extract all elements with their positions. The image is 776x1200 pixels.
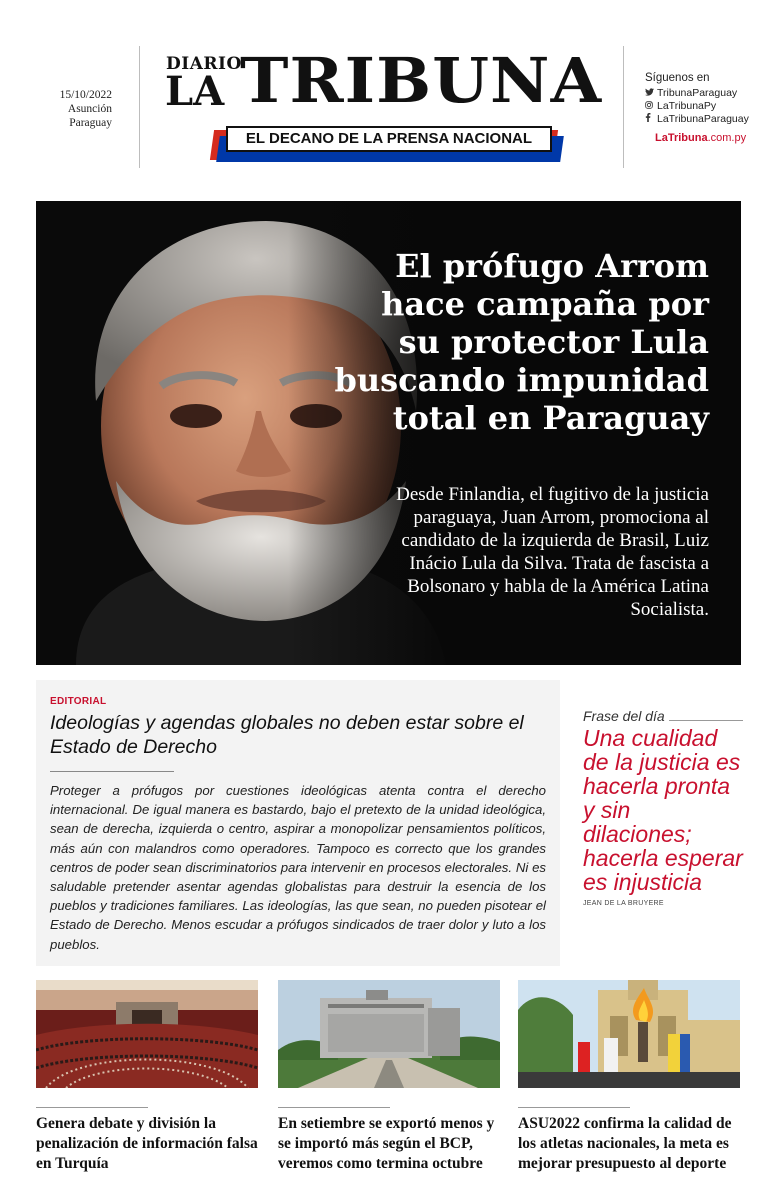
story-headline[interactable]: En setiembre se exportó menos y se importó más según el BCP, veremos como termina octubre — [278, 1115, 495, 1172]
website-brand: LaTribuna — [655, 132, 708, 144]
issue-date: 15/10/2022 — [59, 89, 112, 101]
editorial-label: EDITORIAL — [50, 696, 107, 707]
facebook-icon — [645, 113, 657, 126]
masthead-logo[interactable] — [165, 44, 606, 165]
story-card[interactable] — [518, 980, 740, 1174]
story-image-parliament — [36, 980, 258, 1088]
story-image-bcp-building — [278, 980, 500, 1088]
website-domain: .com.py — [707, 132, 747, 144]
social-twitter[interactable] — [645, 87, 773, 100]
quote-author: JEAN DE LA BRUYERE — [583, 900, 664, 907]
masthead-slogan: EL DECANO DE LA PRENSA NACIONAL — [226, 126, 552, 152]
story-headline[interactable]: Genera debate y división la penalización de información falsa en Turquía — [36, 1115, 258, 1172]
social-instagram[interactable] — [645, 100, 773, 113]
facebook-handle: LaTribunaParaguay — [657, 113, 749, 125]
hero-summary: Desde Finlandia, el fugitivo de la justicia paraguaya, Juan Arrom, promociona al candidato de la izquierda de Brasil, Luiz Inácio Lula da Silva. Trata de fascista a Bolsonaro y habla de la América Latina Socialista. — [396, 484, 709, 620]
twitter-icon — [645, 87, 657, 100]
issue-country: Paraguay — [69, 117, 112, 129]
quote-text: Una cualidad de la justicia es hacerla pronta y sin dilaciones; hacerla esperar es injusticia — [583, 725, 743, 895]
editorial-box[interactable] — [36, 680, 560, 966]
story-divider — [278, 1107, 390, 1108]
instagram-handle: LaTribunaPy — [657, 100, 717, 112]
hero-story[interactable] — [36, 201, 741, 665]
editorial-divider — [50, 771, 174, 772]
quote-label-line — [669, 720, 743, 721]
twitter-handle: TribunaParaguay — [657, 87, 738, 99]
story-card[interactable] — [278, 980, 500, 1174]
header-divider-left — [139, 46, 140, 168]
social-facebook[interactable] — [645, 113, 773, 126]
instagram-icon — [645, 100, 657, 113]
editorial-title[interactable]: Ideologías y agendas globales no deben estar sobre el Estado de Derecho — [50, 712, 524, 758]
issue-city: Asunción — [67, 103, 112, 115]
hero-headline[interactable]: El prófugo Arrom hace campaña por su protector Lula buscando impunidad total en Paraguay — [334, 247, 709, 437]
story-headline[interactable]: ASU2022 confirma la calidad de los atletas nacionales, la meta es mejorar presupuesto al deporte — [518, 1115, 732, 1172]
story-divider — [36, 1107, 148, 1108]
masthead-tribuna: TRIBUNA — [240, 44, 603, 117]
follow-label: Síguenos en — [645, 72, 710, 84]
masthead-la: LA — [165, 68, 225, 115]
story-card[interactable] — [36, 980, 258, 1174]
social-block — [645, 72, 773, 144]
quote-label: Frase del día — [583, 708, 665, 724]
website-link[interactable] — [655, 132, 773, 144]
masthead-diario: DIARIO — [166, 54, 242, 74]
story-image-torch-ceremony — [518, 980, 740, 1088]
issue-info — [40, 88, 112, 130]
header-divider-right — [623, 46, 624, 168]
story-divider — [518, 1107, 630, 1108]
editorial-body: Proteger a prófugos por cuestiones ideológicas atenta contra el derecho internacional. De igual manera es bastardo, bajo el pretexto de la unidad ideológica, sean de derecha, izquierda o centro, aspirar a monopolizar pensamientos políticos, más aún con malandros como operadores. Tampoco es correcto que los grandes centros de poder sean discriminatorios para intervenir en procesos electorales. Ni es saludable pretender asentar agendas globalistas para destruir la esencia de los pueblos y tradiciones familiares. Las ideologías, las que sean, no pueden pisotear el Estado de Derecho. Menos escudar a prófugos sindicados de traer dolor y luto a los pueblos. — [50, 783, 546, 952]
quote-of-the-day — [583, 708, 743, 907]
